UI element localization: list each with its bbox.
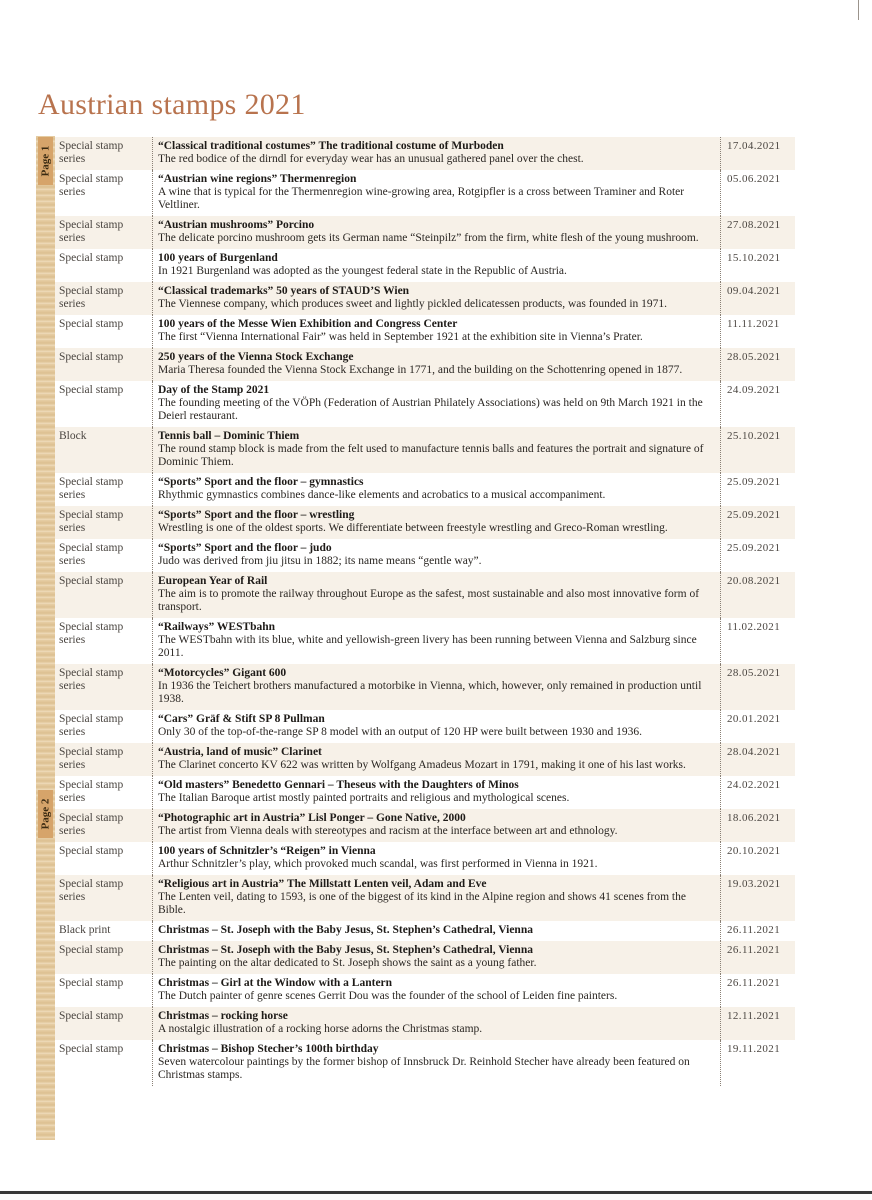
issue-date: 25.10.2021 — [721, 427, 795, 473]
stamp-title: “Old masters” Benedetto Gennari – Theseus with the Daughters of Minos — [158, 779, 519, 791]
stamp-row — [55, 743, 795, 776]
stamp-description: The round stamp block is made from the felt used to manufacture tennis balls and features the portrait and signature of Dominic Thiem. — [158, 443, 704, 468]
stamp-title: “Motorcycles” Gigant 600 — [158, 667, 287, 679]
issue-date: 19.11.2021 — [727, 1043, 781, 1055]
stamp-title: “Austria, land of music” Clarinet — [158, 746, 322, 758]
stamp-type: Black print — [59, 924, 111, 936]
stamp-type: Special stamp series — [59, 779, 124, 804]
top-margin-rule — [858, 0, 859, 20]
stamp-description: In 1921 Burgenland was adopted as the youngest federal state in the Republic of Austria. — [158, 265, 567, 277]
stamp-title: “Austrian mushrooms” Porcino — [158, 219, 315, 231]
stamp-description-cell — [152, 427, 721, 473]
stamp-row — [55, 1007, 795, 1040]
issue-date: 24.02.2021 — [727, 779, 781, 791]
stamp-description-cell — [152, 921, 721, 941]
stamp-type: Special stamp series — [55, 875, 152, 921]
stamp-description: The Dutch painter of genre scenes Gerrit Dou was the founder of the school of Leiden fine painters. — [158, 990, 618, 1002]
stamp-description: A nostalgic illustration of a rocking horse adorns the Christmas stamp. — [158, 1023, 483, 1035]
stamp-title: “Classical traditional costumes” The traditional costume of Murboden — [158, 140, 504, 152]
stamp-description-cell — [152, 974, 721, 1007]
stamp-row — [55, 842, 795, 875]
stamp-type: Special stamp series — [55, 216, 152, 249]
issue-date: 28.05.2021 — [721, 348, 795, 381]
stamp-description-cell — [152, 137, 721, 170]
stamp-title: “Railways” WESTbahn — [158, 621, 276, 633]
issue-date: 26.11.2021 — [727, 977, 781, 989]
stamp-description: A wine that is typical for the Thermenregion wine-growing area, Rotgipfler is a cross between Traminer and Roter Veltliner. — [158, 186, 685, 211]
stamp-row — [55, 1040, 795, 1086]
stamp-description-cell — [152, 572, 721, 618]
stamp-description-cell — [152, 282, 721, 315]
stamp-description: The red bodice of the dirndl for everyday wear has an unusual gathered panel over the chest. — [158, 153, 584, 165]
stamp-title: European Year of Rail — [158, 575, 268, 587]
stamp-description-cell — [152, 618, 721, 664]
issue-date: 25.09.2021 — [721, 506, 795, 539]
stamp-row — [55, 427, 795, 473]
stamp-description-cell — [152, 664, 721, 710]
stamp-type: Special stamp — [59, 845, 124, 857]
stamp-type: Special stamp — [59, 318, 124, 330]
stamp-type: Special stamp — [55, 572, 152, 618]
stamp-description: Maria Theresa founded the Vienna Stock Exchange in 1771, and the building on the Schottenring opened in 1877. — [158, 364, 683, 376]
page-title: Austrian stamps 2021 — [38, 88, 306, 122]
issue-date: 05.06.2021 — [727, 173, 781, 185]
stamp-description: Arthur Schnitzler’s play, which provoked much scandal, was first performed in Vienna in 1921. — [158, 858, 598, 870]
issue-date: 28.04.2021 — [721, 743, 795, 776]
issue-date: 26.11.2021 — [721, 941, 795, 974]
stamp-title: 250 years of the Vienna Stock Exchange — [158, 351, 354, 363]
stamp-description: The painting on the altar dedicated to St. Joseph shows the saint as a young father. — [158, 957, 537, 969]
stamp-description: The delicate porcino mushroom gets its German name “Steinpilz” from the firm, white flesh of the young mushroom. — [158, 232, 699, 244]
stamp-title: “Religious art in Austria” The Millstatt Lenten veil, Adam and Eve — [158, 878, 487, 890]
stamp-row — [55, 809, 795, 842]
stamp-type: Special stamp series — [59, 713, 124, 738]
stamp-title: “Photographic art in Austria” Lisl Ponger – Gone Native, 2000 — [158, 812, 466, 824]
stamp-description: Only 30 of the top-of-the-range SP 8 model with an output of 120 HP were built between 1930 and 1936. — [158, 726, 642, 738]
stamp-row — [55, 941, 795, 974]
stamp-description: The Lenten veil, dating to 1593, is one of the biggest of its kind in the Alpine region and shows 41 scenes from the Bible. — [158, 891, 686, 916]
stamp-row — [55, 282, 795, 315]
stamp-title: “Sports” Sport and the floor – wrestling — [158, 509, 355, 521]
stamp-row — [55, 506, 795, 539]
stamp-title: Christmas – Girl at the Window with a Lantern — [158, 977, 393, 989]
issue-date: 18.06.2021 — [721, 809, 795, 842]
stamp-description-cell — [152, 710, 721, 743]
issue-date: 25.09.2021 — [727, 542, 781, 554]
stamp-row — [55, 216, 795, 249]
stamp-description: Rhythmic gymnastics combines dance-like elements and acrobatics to a musical accompaniment. — [158, 489, 606, 501]
issue-date: 26.11.2021 — [727, 924, 781, 936]
issue-date: 12.11.2021 — [721, 1007, 795, 1040]
stamp-row — [55, 137, 795, 170]
stamp-title: Tennis ball – Dominic Thiem — [158, 430, 300, 442]
page-margin-strip — [36, 136, 55, 1140]
stamp-row — [55, 572, 795, 618]
stamp-description: The founding meeting of the VÖPh (Federation of Austrian Philately Associations) was held on 9th March 1921 in the Deierl restaurant. — [158, 397, 703, 422]
stamp-row — [55, 974, 795, 1007]
stamp-description-cell — [152, 249, 721, 282]
stamp-description-cell — [152, 743, 721, 776]
stamp-type: Special stamp series — [59, 542, 124, 567]
stamp-type: Special stamp series — [55, 282, 152, 315]
page-2-tab: Page 2 — [38, 790, 53, 838]
stamp-row — [55, 249, 795, 282]
stamp-title: “Sports” Sport and the floor – gymnastics — [158, 476, 364, 488]
stamp-title: “Classical trademarks” 50 years of STAUD’S Wien — [158, 285, 410, 297]
stamp-title: Day of the Stamp 2021 — [158, 384, 270, 396]
stamp-title: “Cars” Gräf & Stift SP 8 Pullman — [158, 713, 325, 725]
stamp-row — [55, 170, 795, 216]
stamp-description: The Viennese company, which produces sweet and lightly pickled delicatessen products, was founded in 1971. — [158, 298, 668, 310]
issue-date: 15.10.2021 — [727, 252, 781, 264]
stamp-description-cell — [152, 1007, 721, 1040]
stamp-description: Wrestling is one of the oldest sports. We differentiate between freestyle wrestling and Greco-Roman wrestling. — [158, 522, 668, 534]
issue-date: 24.09.2021 — [727, 384, 781, 396]
stamp-type: Special stamp series — [59, 476, 124, 501]
issue-date: 20.08.2021 — [721, 572, 795, 618]
issue-date: 25.09.2021 — [727, 476, 781, 488]
stamp-type: Block — [55, 427, 152, 473]
stamp-title: 100 years of Schnitzler’s “Reigen” in Vienna — [158, 845, 376, 857]
issue-date: 11.02.2021 — [727, 621, 781, 633]
stamp-row — [55, 664, 795, 710]
stamp-description-cell — [152, 170, 721, 216]
stamp-description: The Italian Baroque artist mostly painted portraits and religious and mythological scenes. — [158, 792, 570, 804]
issue-date: 09.04.2021 — [721, 282, 795, 315]
stamp-type: Special stamp — [55, 1007, 152, 1040]
stamp-list — [55, 137, 795, 1086]
issue-date: 19.03.2021 — [721, 875, 795, 921]
stamp-description: The first “Vienna International Fair” was held in September 1921 at the exhibition site in Vienna’s Prater. — [158, 331, 643, 343]
issue-date: 11.11.2021 — [727, 318, 780, 330]
stamp-type: Special stamp — [55, 348, 152, 381]
stamp-type: Special stamp — [59, 1043, 124, 1055]
stamp-description: The artist from Vienna deals with stereotypes and racism at the interface between art and ethnology. — [158, 825, 618, 837]
stamp-type: Special stamp series — [59, 173, 124, 198]
issue-date: 20.01.2021 — [727, 713, 781, 725]
stamp-title: Christmas – St. Joseph with the Baby Jesus, St. Stephen’s Cathedral, Vienna — [158, 944, 533, 956]
stamp-description-cell — [152, 776, 721, 809]
stamp-description-cell — [152, 842, 721, 875]
stamp-description-cell — [152, 941, 721, 974]
stamp-row — [55, 618, 795, 664]
stamp-title: “Austrian wine regions” Thermenregion — [158, 173, 357, 185]
stamp-row — [55, 921, 795, 941]
issue-date: 28.05.2021 — [721, 664, 795, 710]
stamp-row — [55, 315, 795, 348]
stamp-description: Seven watercolour paintings by the former bishop of Innsbruck Dr. Reinhold Stecher have already been featured on Christmas stamps. — [158, 1056, 690, 1081]
stamp-row — [55, 539, 795, 572]
stamp-description: Judo was derived from jiu jitsu in 1882; its name means “gentle way”. — [158, 555, 482, 567]
stamp-type: Special stamp series — [55, 137, 152, 170]
stamp-type: Special stamp — [59, 384, 124, 396]
stamp-type: Special stamp series — [55, 664, 152, 710]
stamp-description-cell — [152, 506, 721, 539]
page-1-tab: Page 1 — [38, 137, 53, 185]
stamp-row — [55, 348, 795, 381]
stamp-description-cell — [152, 216, 721, 249]
stamp-title: Christmas – Bishop Stecher’s 100th birthday — [158, 1043, 379, 1055]
stamp-row — [55, 710, 795, 743]
stamp-description: In 1936 the Teichert brothers manufactured a motorbike in Vienna, which, however, only remained in production until 1938. — [158, 680, 702, 705]
stamp-type: Special stamp — [59, 252, 124, 264]
issue-date: 27.08.2021 — [721, 216, 795, 249]
stamp-description-cell — [152, 315, 721, 348]
stamp-type: Special stamp — [59, 977, 124, 989]
stamp-title: Christmas – St. Joseph with the Baby Jesus, St. Stephen’s Cathedral, Vienna — [158, 924, 533, 936]
issue-date: 20.10.2021 — [727, 845, 781, 857]
stamp-description: The aim is to promote the railway throughout Europe as the safest, most sustainable and also most innovative form of transport. — [158, 588, 700, 613]
stamp-description-cell — [152, 539, 721, 572]
stamp-type: Special stamp series — [55, 743, 152, 776]
stamp-title: “Sports” Sport and the floor – judo — [158, 542, 332, 554]
stamp-description-cell — [152, 348, 721, 381]
stamp-row — [55, 875, 795, 921]
stamp-title: Christmas – rocking horse — [158, 1010, 288, 1022]
stamp-description-cell — [152, 473, 721, 506]
stamp-type: Special stamp series — [55, 506, 152, 539]
stamp-title: 100 years of the Messe Wien Exhibition and Congress Center — [158, 318, 458, 330]
stamp-type: Special stamp series — [55, 809, 152, 842]
stamp-row — [55, 473, 795, 506]
stamp-type: Special stamp series — [59, 621, 124, 646]
stamp-description-cell — [152, 875, 721, 921]
stamp-description-cell — [152, 381, 721, 427]
stamp-description-cell — [152, 1040, 721, 1086]
bottom-rule — [0, 1191, 872, 1194]
stamp-title: 100 years of Burgenland — [158, 252, 278, 264]
stamp-description: The WESTbahn with its blue, white and yellowish-green livery has been running between Vienna and Salzburg since 2011. — [158, 634, 697, 659]
stamp-description: The Clarinet concerto KV 622 was written by Wolfgang Amadeus Mozart in 1791, making it one of his last works. — [158, 759, 686, 771]
stamp-row — [55, 776, 795, 809]
stamp-description-cell — [152, 809, 721, 842]
issue-date: 17.04.2021 — [721, 137, 795, 170]
stamp-row — [55, 381, 795, 427]
stamp-type: Special stamp — [55, 941, 152, 974]
